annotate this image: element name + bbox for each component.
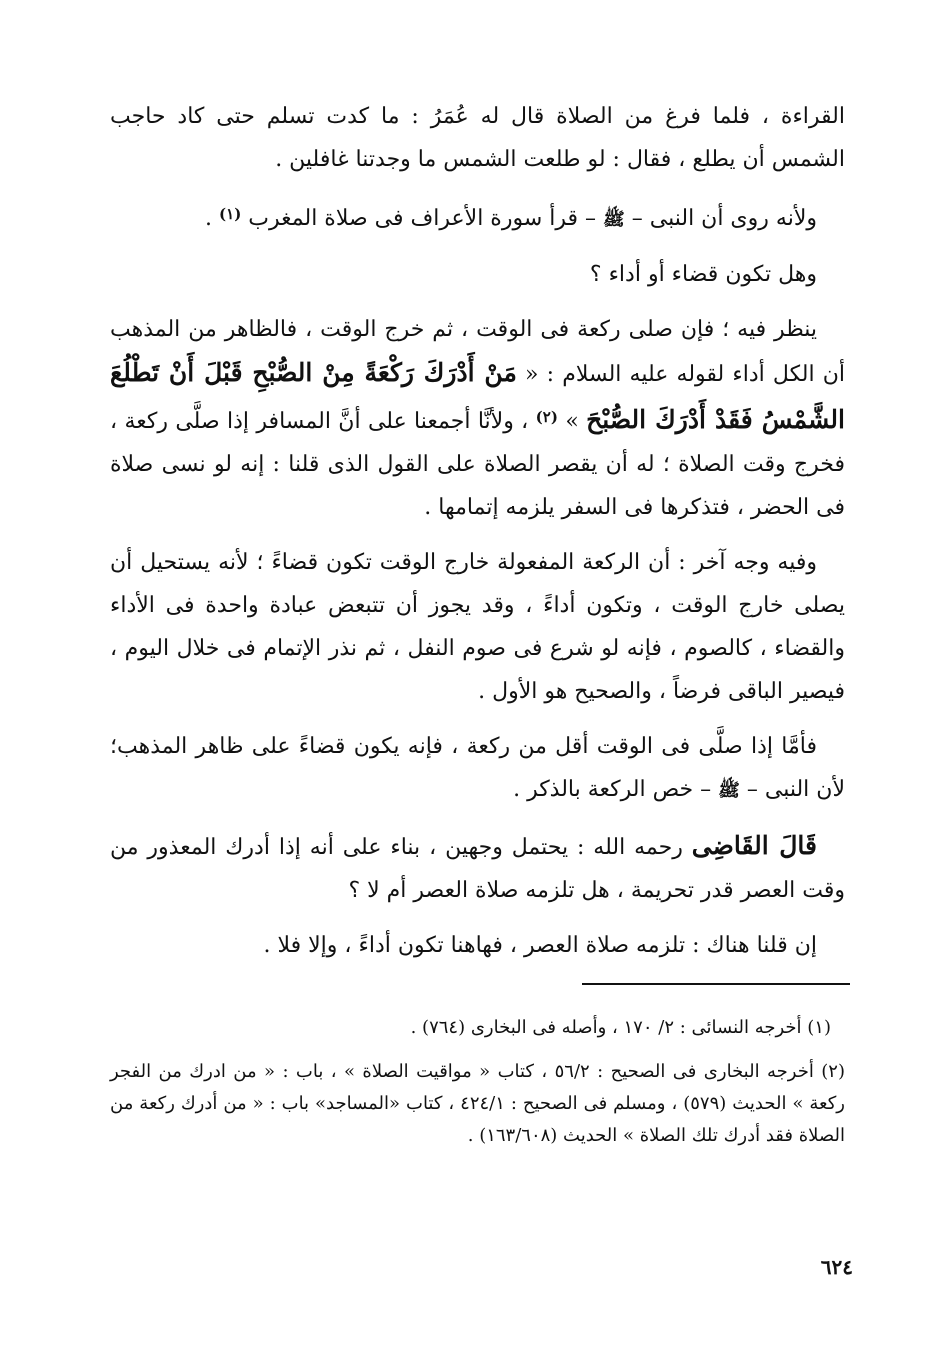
- paragraph-4-text: ينظر فيه ؛ فإن صلى ركعة فى الوقت ، ثم خرج الوقت ، فالظاهر من المذهب أن الكل أداء لقوله عليه السلام : «: [110, 317, 845, 387]
- paragraph-3: [110, 253, 845, 296]
- paragraph-6-text-continued: – خص الركعة بالذكر .: [513, 777, 719, 802]
- footnote-ref-1: (١): [219, 205, 242, 223]
- hadith-quote: مَنْ أَدْرَكَ رَكْعَةً مِنْ الصُّبْحِ قَبْلَ أَنْ تَطْلُعَ الشَّمْسُ فَقَدْ أَدْرَكَ الصُّبْحَ: [110, 358, 845, 434]
- footnote-divider: [582, 983, 850, 985]
- paragraph-7: [110, 824, 845, 912]
- salla-ligature-2: ﷺ: [718, 780, 740, 801]
- paragraph-5-text: وفيه وجه آخر : أن الركعة المفعولة خارج الوقت تكون قضاءً ؛ لأنه يستحيل أن يصلى خارج الوقت ، وتكون أداءً ، وقد يجوز أن تتبعض عبادة واحدة فى الأداء والقضاء ، كالصوم ، فإنه لو شرع فى صوم النفل ، ثم نذر الإتمام فى خلال اليوم ، فيصير الباقى فرضاً ، والصحيح هو الأول .: [110, 550, 846, 704]
- paragraph-3-text: وهل تكون قضاء أو أداء ؟: [589, 262, 817, 287]
- paragraph-4-text-continued: ، ولأنَّا أجمعنا على أنَّ المسافر إذا صلَّى ركعة ، فخرج وقت الصلاة ؛ له أن يقصر الصلاة على القول الذى قلنا : إنه لو نسى صلاة فى الحضر ، فتذكرها فى السفر يلزمه إتمامها .: [110, 409, 845, 520]
- paragraph-8-text: إن قلنا هناك : تلزمه صلاة العصر ، فهاهنا تكون أداءً ، وإلا فلا .: [263, 933, 817, 958]
- footnotes: [110, 1012, 845, 1158]
- paragraph-5: [110, 541, 845, 713]
- salla-ligature: ﷺ: [603, 209, 625, 230]
- paragraph-1: [110, 95, 845, 181]
- paragraph-1-text: القراءة ، فلما فرغ من الصلاة قال له عُمَرُ : ما كدت تسلم حتى كاد حاجب الشمس أن يطلع ، فقال : لو طلعت الشمس ما وجدتنا غافلين .: [110, 104, 845, 172]
- qadi-heading: قَالَ القَاضِى: [691, 831, 818, 860]
- paragraph-8: [110, 924, 845, 967]
- hadith-close-quote: »: [557, 409, 587, 434]
- paragraph-2-text: ولأنه روى أن النبى –: [624, 206, 817, 231]
- paragraph-2-text-continued: – قرأ سورة الأعراف فى صلاة المغرب: [241, 206, 604, 231]
- main-text: [110, 95, 845, 979]
- footnote-1: (١) أخرجه النسائى : ٢/ ١٧٠ ، وأصله فى البخارى (٧٦٤) .: [410, 1017, 831, 1038]
- paragraph-4: [110, 308, 845, 529]
- paragraph-6: [110, 725, 845, 812]
- footnote-ref-2: (٢): [535, 408, 558, 426]
- footnote-2: (٢) أخرجه البخارى فى الصحيح : ٥٦/٢ ، كتاب « مواقيت الصلاة » ، باب : « من ادرك من الفجر ركعة » الحديث (٥٧٩) ، ومسلم فى الصحيح : ٤٢٤/١ ، كتاب «المساجد» باب : « من أدرك ركعة من الصلاة فقد أدرك تلك الصلاة » الحديث (١٦٣/٦٠٨) .: [110, 1061, 845, 1146]
- paragraph-7-text: رحمه الله : يحتمل وجهين ، بناء على أنه إذا أدرك المعذور من وقت العصر قدر تحريمة ، هل تلزمه صلاة العصر أم لا ؟: [110, 835, 845, 903]
- paragraph-2-end: .: [205, 206, 220, 231]
- paragraph-6-text: فأمَّا إذا صلَّى فى الوقت أقل من ركعة ، فإنه يكون قضاءً على ظاهر المذهب؛ لأن النبى –: [110, 734, 845, 802]
- paragraph-2: [110, 193, 845, 241]
- page-number: ٦٢٤: [820, 1255, 853, 1279]
